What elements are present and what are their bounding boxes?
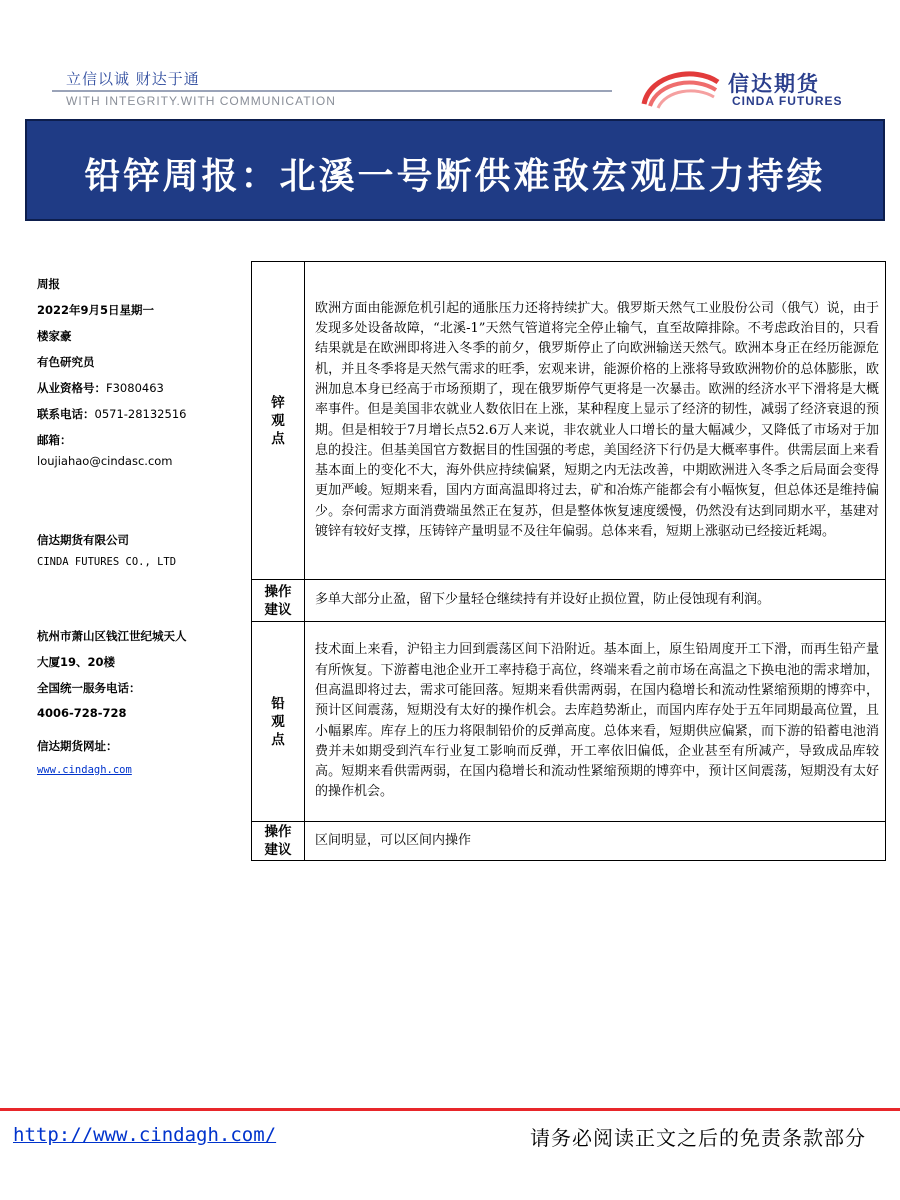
title-banner — [25, 119, 885, 221]
hotline-label: 全国统一服务电话： — [37, 681, 141, 695]
lead-advice-text: 区间明显，可以区间内操作 — [305, 822, 886, 861]
header-divider — [52, 90, 612, 92]
phone-number: 0571-28132516 — [94, 407, 187, 421]
lead-advice-row — [252, 822, 886, 861]
zinc-advice-text: 多单大部分止盈，留下少量轻仓继续持有并设好止损位置，防止侵蚀现有利润。 — [305, 580, 886, 622]
zinc-view-label: 锌观点 — [252, 262, 305, 580]
lead-advice-label: 操作建议 — [252, 822, 305, 861]
analysis-table — [251, 261, 886, 861]
report-type: 周报 — [37, 277, 60, 291]
report-title: 铅锌周报：北溪一号断供难敌宏观压力持续 — [84, 156, 826, 197]
hotline-number: 4006-728-728 — [37, 706, 127, 720]
logo-text-en: CINDA FUTURES — [732, 94, 843, 108]
license-number: F3080463 — [106, 381, 164, 395]
license-row — [37, 380, 164, 396]
cinda-logo-icon — [640, 64, 722, 110]
footer-url-link[interactable]: http://www.cindagh.com/ — [13, 1124, 277, 1146]
logo-text-cn: 信达期货 — [728, 72, 820, 96]
email-address[interactable]: loujiahao@cindasc.com — [37, 454, 173, 468]
address-line-1: 杭州市萧山区钱江世纪城天人 — [37, 629, 187, 643]
report-date: 2022年9月5日星期一 — [37, 303, 155, 317]
footer-divider — [0, 1108, 900, 1111]
lead-view-label: 铅观点 — [252, 622, 305, 822]
lead-view-text: 技术面上来看，沪铅主力回到震荡区间下沿附近。基本面上，原生铅周度开工下滑，而再生铅产量有所恢复。下游蓄电池企业开工率持稳于高位，终端来看之前市场在高温之下换电池的需求增加，但高温即将过去，需求可能回落。短期来看供需两弱，在国内稳增长和流动性紧缩预期的博弈中，预计区间震荡，短期没有太好的操作机会。去库趋势渐止，而国内库存处于五年同期最高位置，且小幅累库。库存上的压力将限制铅价的反弹高度。总体来看，短期供应偏紧，而下游的铅蓄电池消费并未如期受到汽车行业复工影响而反弹，开工率依旧偏低，企业甚至有所减产，导致成品库较高。短期来看供需两弱，在国内稳增长和流动性紧缩预期的博弈中，预计区间震荡，短期没有太好的操作机会。 — [305, 622, 886, 822]
zinc-advice-label: 操作建议 — [252, 580, 305, 622]
header-slogan-en: WITH INTEGRITY.WITH COMMUNICATION — [66, 94, 336, 108]
author-role: 有色研究员 — [37, 355, 95, 369]
website-link[interactable]: www.cindagh.com — [37, 764, 132, 776]
phone-row — [37, 406, 186, 422]
license-label: 从业资格号： — [37, 381, 106, 395]
lead-view-row — [252, 622, 886, 822]
website-label: 信达期货网址： — [37, 739, 118, 753]
header-slogan: 立信以诚 财达于通 — [66, 70, 200, 88]
author-name: 楼家豪 — [37, 329, 72, 343]
zinc-view-text: 欧洲方面由能源危机引起的通胀压力还将持续扩大。俄罗斯天然气工业股份公司（俄气）说，由于发现多处设备故障，“北溪-1”天然气管道将完全停止输气，直至故障排除。不考虑政治目的，只看结果就是在欧洲即将进入冬季的前夕，俄罗斯停止了向欧洲输送天然气。欧洲本身正在经历能源危机，并且冬季将是天然气需求的旺季，宏观来讲，能源价格的上涨将导致欧洲物价的总体膨胀，欧洲加息本身已经高于市场预期了，现在俄罗斯停气更将是一次暴击。欧洲的经济水平下滑将是大概率事件。但是美国非农就业人数依旧在上涨，某种程度上显示了经济的韧性，减弱了经济衰退的预期。但是相较于7月增长点52.6万人来说，非农就业人口增长的量大幅减少，又降低了市场对于加息的投注。但基美国官方数据目的性国强的考虑，美国经济下行仍是大概率事件。供需层面上来看基本面上的变化不大，海外供应持续偏紧，短期之内无法改善，中期欧洲进入冬季之后局面会变得更加严峻。短期来看，国内方面高温即将过去，矿和冶炼产能都会有小幅恢复，但总体还是维持偏少。奈何需求方面消费端虽然正在复苏，但是整体恢复速度缓慢，仍然没有达到同期水平，基建对镀锌有较好支撑，压铸锌产量明显不及往年偏弱。总体来看，短期上涨驱动已经接近耗竭。 — [305, 262, 886, 580]
company-name-en: CINDA FUTURES CO., LTD — [37, 556, 177, 568]
phone-label: 联系电话： — [37, 407, 95, 421]
company-name-cn: 信达期货有限公司 — [37, 533, 129, 547]
zinc-advice-row — [252, 580, 886, 622]
footer-disclaimer: 请务必阅读正文之后的免责条款部分 — [530, 1126, 866, 1150]
zinc-view-row — [252, 262, 886, 580]
address-line-2: 大厦19、20楼 — [37, 655, 116, 669]
email-label: 邮箱： — [37, 433, 72, 447]
